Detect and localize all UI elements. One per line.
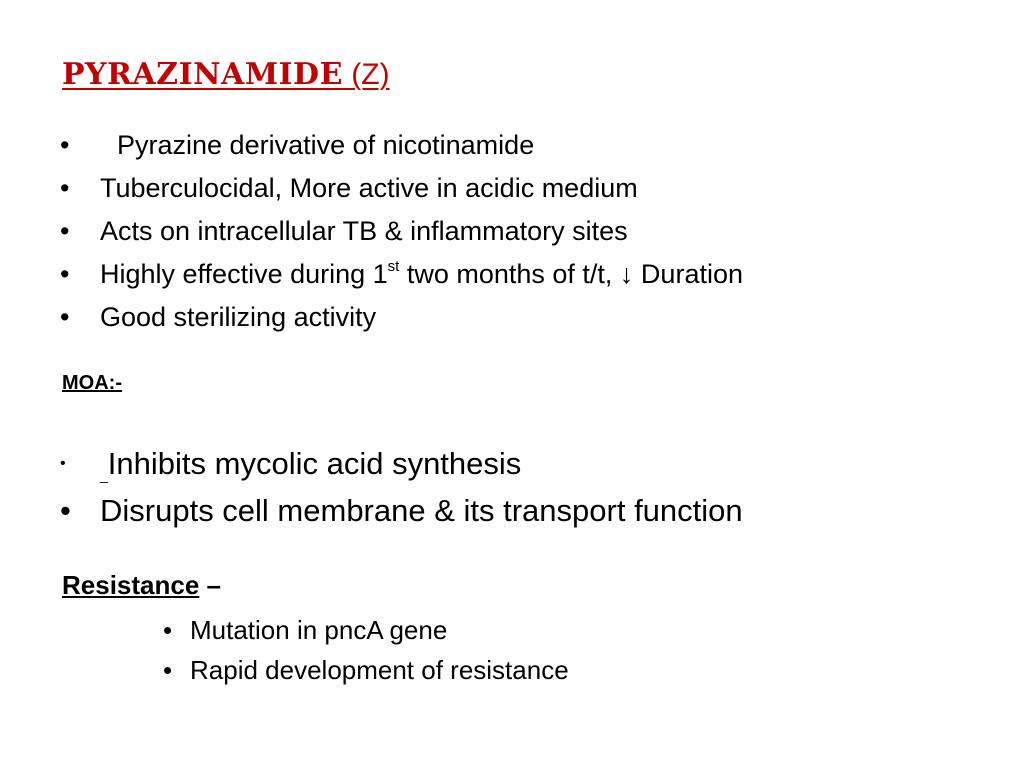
dash-glyph: _ — [100, 467, 108, 483]
resistance-item-text: Mutation in pncA gene — [190, 615, 448, 645]
bullet-item — [60, 210, 743, 253]
resistance-label: Resistance — [62, 570, 200, 600]
resistance-bullet-list — [163, 610, 569, 690]
resistance-item-text: Rapid development of resistance — [190, 655, 569, 685]
bullet-dot-icon: • — [60, 455, 66, 472]
bullet-item — [60, 296, 743, 339]
bullet-dot-icon: • — [60, 216, 70, 246]
resistance-item — [163, 650, 569, 690]
bullet-text: Pyrazine derivative of nicotinamide — [117, 130, 535, 160]
bullet-text-before: Highly effective during 1 — [100, 259, 388, 289]
ordinal-superscript: st — [387, 258, 400, 275]
resistance-heading — [62, 570, 221, 601]
bullet-text — [100, 259, 743, 289]
bullet-dot-icon: • — [60, 493, 71, 528]
bullet-dot-icon: • — [60, 302, 70, 332]
bullet-item — [60, 167, 743, 210]
bullet-item — [60, 124, 743, 167]
title-main: PYRAZINAMIDE — [62, 57, 343, 92]
bullet-text: Good sterilizing activity — [100, 302, 377, 332]
bullet-dot-icon: • — [60, 259, 70, 289]
resistance-item — [163, 610, 569, 650]
slide-title — [62, 50, 390, 97]
resistance-suffix: – — [199, 570, 221, 600]
bullet-dot-icon: • — [60, 173, 70, 203]
moa-heading: MOA:- — [62, 372, 122, 394]
moa-bullet-list — [60, 440, 743, 534]
bullet-text: Tuberculocidal, More active in acidic medium — [100, 173, 638, 203]
moa-item-text: Inhibits mycolic acid synthesis — [107, 446, 522, 481]
bullet-item — [60, 253, 743, 296]
bullet-dot-icon: • — [163, 615, 173, 645]
bullet-dot-icon: • — [163, 655, 173, 685]
moa-item-text: Disrupts cell membrane & its transport function — [100, 493, 743, 528]
bullet-dot-icon: • — [60, 130, 70, 160]
overview-bullet-list — [60, 124, 743, 339]
moa-item — [60, 440, 743, 487]
bullet-text-after: two months of t/t, ↓ Duration — [399, 259, 743, 289]
title-suffix: (Z) — [342, 58, 390, 91]
bullet-text: Acts on intracellular TB & inflammatory sites — [100, 216, 628, 246]
moa-item — [60, 487, 743, 534]
